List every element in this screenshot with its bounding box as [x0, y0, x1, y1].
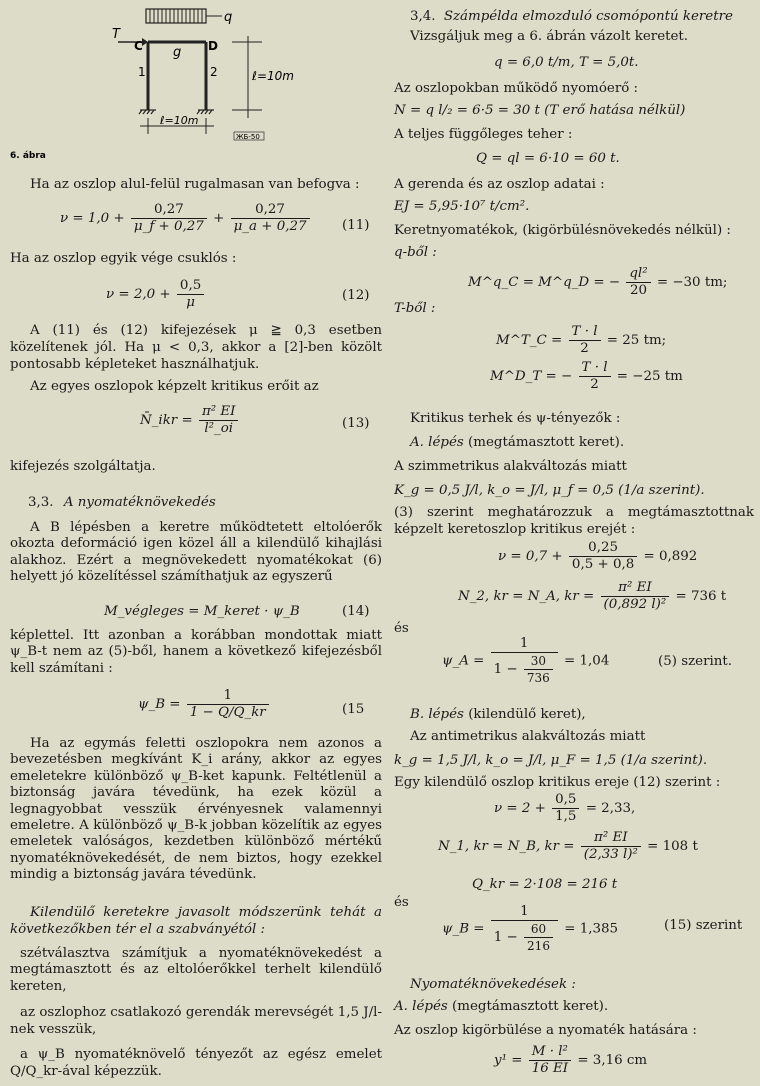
- equation: EJ = 5,95·10⁷ t/cm².: [394, 199, 530, 214]
- paragraph: a ψ_B nyomatéknövelő tényezőt az egész emelet Q/Q_kr-ával képezzük.: [10, 1047, 382, 1079]
- paragraph: (3) szerint meghatározzuk a megtámasztottnak képzelt keretoszlop kritikus erejét :: [394, 505, 754, 537]
- equation-MT1: M^T_C = $\frac{T \cdot l}{2}$ = 25 tm;: [496, 324, 667, 356]
- equation-nu1: ν = 0,7 + $\frac{0,25}{0,5 + 0,8}$ = 0,892: [498, 540, 698, 572]
- paragraph: Az antimetrikus alakváltozás miatt: [410, 729, 646, 744]
- equation-MT2: M^D_T = − $\frac{T \cdot l}{2}$ = −25 tm: [490, 360, 683, 392]
- paragraph: T-ből :: [394, 301, 436, 316]
- force-T-label: T: [112, 27, 120, 42]
- equation: N = q l/₂ = 6·5 = 30 t (T erő hatása nélkül): [394, 103, 686, 118]
- load-q-label: q: [224, 10, 233, 25]
- subheading: Nyomatéknövekedések :: [410, 977, 576, 992]
- equation: K_g = 0,5 J/l, k_o = J/l, μ_f = 0,5 (1/a szerint).: [394, 483, 705, 498]
- equation: Q_kr = 2·108 = 216 t: [472, 877, 618, 892]
- equation-N1: N_1, kr = N_B, kr = $\frac{\text{π² EI}}{\text{(2,33 l)²}}$ = 108 t: [438, 830, 698, 862]
- section-heading: 3,3. A nyomatéknövekedés: [28, 495, 216, 510]
- paragraph: Ha az egymás feletti oszlopokra nem azonos a bevezetésben megkívánt K_i arány, akkor az egyes emeletekre különböző ψ_B-ket kapunk. Feltétlenül a biztonság javára tévedünk, ha ezek közül a legnagyobbat vesszük érvényesnek valamennyi emeletre. A különböző ψ_B-k jobban közelítik az egyes emeletek valóságos, kezdetben különböző mértékű nyomatéknövekedését, de nem biztos, hogy ezekkel mindig a biztonság javára tévedünk.: [10, 736, 382, 883]
- node-D-label: D: [208, 39, 218, 53]
- equation-psiA: ψ_A = 1 1 − $\frac{30}{736}$ = 1,04: [442, 636, 610, 685]
- paragraph: A szimmetrikus alakváltozás miatt: [394, 459, 627, 474]
- paragraph: Ha az oszlop egyik vége csuklós :: [10, 251, 237, 266]
- beam-g-label: g: [173, 45, 182, 60]
- equation-14: M_végleges = M_keret · ψ_B: [104, 604, 300, 619]
- paragraph: A (11) és (12) kifejezések μ ≧ 0,3 esetben közelítenek jól. Ha μ < 0,3, akkor a [2]-ben közölt pontosabb képleteket használhatjuk.: [10, 323, 382, 372]
- node-C-label: C: [134, 39, 143, 53]
- stamp-text: ЖБ-50: [236, 133, 260, 141]
- paragraph: Ha az oszlop alul-felül rugalmasan van befogva :: [30, 177, 360, 192]
- paragraph: Az oszlop kigörbülése a nyomaték hatására :: [394, 1023, 697, 1038]
- paragraph: A. lépés (megtámasztott keret).: [394, 999, 609, 1014]
- equation-number: (11): [342, 218, 370, 233]
- equation-15: ψ_B = $\frac{1}{1 - Q/Q\_kr}$: [138, 688, 271, 721]
- equation-12: ν = 2,0 + $\frac{0,5}{\mu}$: [106, 278, 206, 311]
- figure-caption: 6. ábra: [10, 151, 46, 161]
- equation-N2: N_2, kr = N_A, kr = $\frac{\text{π² EI}}{\text{(0,892 l)²}}$ = 736 t: [458, 580, 727, 612]
- paragraph: Az egyes oszlopok képzelt kritikus erőit az: [30, 379, 319, 394]
- paragraph: B. lépés (kilendülő keret),: [410, 707, 586, 722]
- paragraph: Egy kilendülő oszlop kritikus ereje (12) szerint :: [394, 775, 721, 790]
- paragraph: és: [394, 621, 409, 636]
- paragraph: Keretnyomatékok, (kigörbülésnövekedés nélkül) :: [394, 223, 731, 238]
- paragraph: A teljes függőleges teher :: [394, 127, 573, 142]
- section-heading: 3,4. Számpélda elmozduló csomópontú keretre: [410, 9, 733, 24]
- equation-reference: (15) szerint: [664, 918, 743, 933]
- equation: k_g = 1,5 J/l, k_o = J/l, μ_F = 1,5 (1/a szerint).: [394, 753, 708, 768]
- equation-reference: (5) szerint.: [658, 654, 733, 669]
- paragraph: az oszlophoz csatlakozó gerendák merevségét 1,5 J/l-nek vesszük,: [10, 1005, 382, 1037]
- equation-11: ν = 1,0 + $\frac{0,27}{\mu\_f + 0,27}$ + $\frac{0,27}{\mu\_a + 0,27}$: [60, 202, 312, 235]
- paragraph: és: [394, 895, 409, 910]
- equation: Q = ql = 6·10 = 60 t.: [476, 151, 620, 166]
- paragraph: A B lépésben a keretre működtetett eltolóerők okozta deformáció igen közel áll a kilendülő kihajlási alakhoz. Ezért a megnövekedett nyomatékokat (6) helyett jó közelítéssel számíthatjuk az egyszerű: [10, 520, 382, 585]
- paragraph: kifejezés szolgáltatja.: [10, 459, 156, 474]
- paragraph: Az oszlopokban működő nyomóerő :: [394, 81, 639, 96]
- column-2-label: 2: [210, 65, 218, 79]
- equation-Mq: M^q_C = M^q_D = − $\frac{\text{ql²}}{20}$ = −30 tm;: [468, 266, 728, 298]
- equation-number: (12): [342, 288, 370, 303]
- column-1-label: 1: [138, 65, 146, 79]
- paragraph: q-ből :: [394, 245, 437, 260]
- height-label: ℓ=10m: [252, 69, 294, 83]
- equation-number: (15: [342, 702, 365, 717]
- equation-number: (13): [342, 416, 370, 431]
- equation-13: N̄_ikr = $\frac{\text{π² EI}}{\text{l²\_oi}}$: [140, 404, 240, 437]
- equation-number: (14): [342, 604, 370, 619]
- paragraph: szétválasztva számítjuk a nyomatéknövekedést a megtámasztott és az eltolóerőkkel terhelt kilendülő kereten,: [10, 946, 382, 994]
- paragraph: Kritikus terhek és ψ-tényezők :: [410, 411, 621, 426]
- paragraph: képlettel. Itt azonban a korábban mondottak miatt ψ_B-t nem az (5)-ből, hanem a következő kifejezésből kell számítani :: [10, 628, 382, 676]
- equation-nu2: ν = 2 + $\frac{0,5}{1,5}$ = 2,33,: [494, 792, 636, 824]
- paragraph: Kilendülő keretekre javasolt módszerünk tehát a következőkben tér el a szabványétól :: [10, 905, 382, 937]
- frame-figure: [0, 0, 300, 162]
- span-label: ℓ=10m: [160, 114, 199, 127]
- paragraph: A. lépés (megtámasztott keret).: [410, 435, 625, 450]
- equation-psiB: ψ_B = 1 1 − $\frac{60}{216}$ = 1,385: [442, 904, 619, 953]
- equation-y: y¹ = $\frac{\text{M · l²}}{16 EI}$ = 3,16 cm: [494, 1044, 648, 1076]
- distributed-load-hatch: [146, 9, 222, 23]
- equation: q = 6,0 t/m, T = 5,0t.: [494, 55, 639, 70]
- paragraph: Vizsgáljuk meg a 6. ábrán vázolt keretet.: [410, 29, 689, 44]
- paragraph: A gerenda és az oszlop adatai :: [394, 177, 605, 192]
